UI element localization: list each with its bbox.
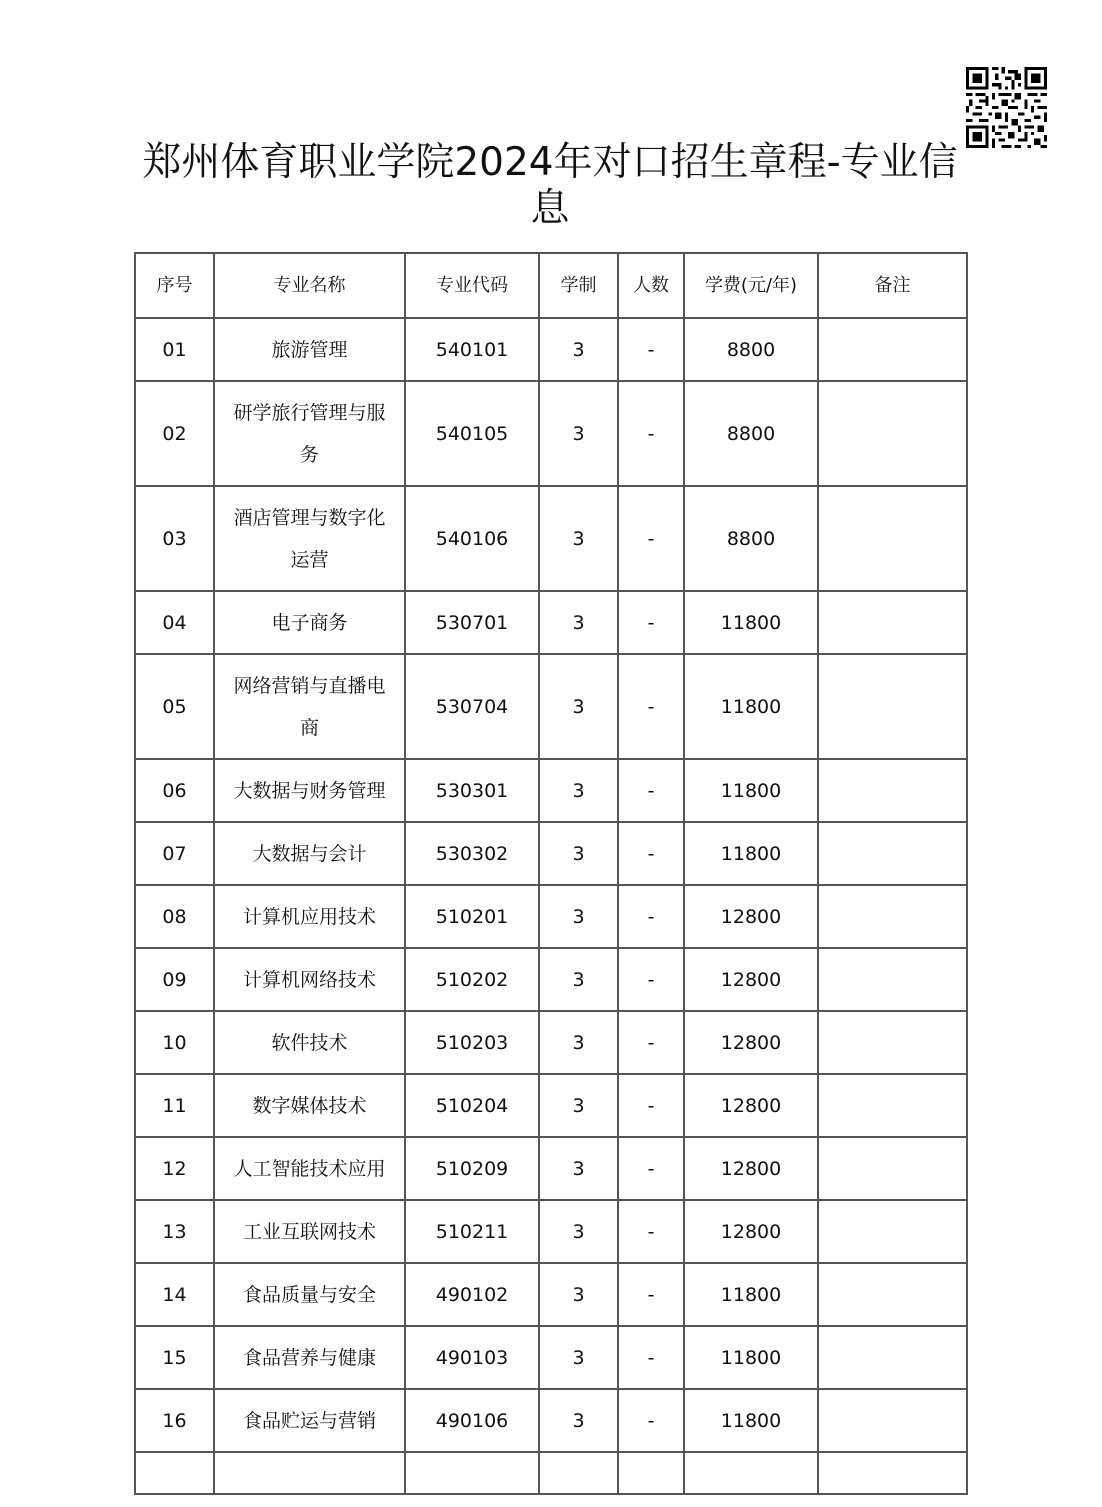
table-row — [135, 591, 967, 654]
cell-years: 3 — [539, 1137, 618, 1200]
cell-tuition: 12800 — [684, 948, 818, 1011]
cell-no: 04 — [135, 591, 214, 654]
table-row — [135, 1200, 967, 1263]
cell-tuition: 12800 — [684, 1074, 818, 1137]
cell-tuition: 8800 — [684, 381, 818, 486]
table-row — [135, 486, 967, 591]
cell-no: 13 — [135, 1200, 214, 1263]
cell-major-code: 490103 — [405, 1326, 539, 1389]
cell-count: - — [618, 1326, 684, 1389]
table-header-row — [135, 253, 967, 318]
cell-major-name: 数字媒体技术 — [214, 1074, 405, 1137]
table-row — [135, 1011, 967, 1074]
cell-tuition: 11800 — [684, 654, 818, 759]
cell-years: 3 — [539, 1263, 618, 1326]
cell-years: 3 — [539, 759, 618, 822]
table-row — [135, 885, 967, 948]
cell-years: 3 — [539, 318, 618, 381]
cell-major-code: 540105 — [405, 381, 539, 486]
cell-count: - — [618, 486, 684, 591]
cell-no: 14 — [135, 1263, 214, 1326]
cell-major-name: 旅游管理 — [214, 318, 405, 381]
cell-major-name: 食品质量与安全 — [214, 1263, 405, 1326]
cell-years: 3 — [539, 1011, 618, 1074]
cell-major-code: 510201 — [405, 885, 539, 948]
header-no: 序号 — [135, 253, 214, 318]
qr-code-image — [966, 67, 1047, 148]
cell-major-code: 530302 — [405, 822, 539, 885]
cell-major-code: 490102 — [405, 1263, 539, 1326]
page-title: 郑州体育职业学院2024年对口招生章程-专业信息 — [142, 140, 958, 231]
cell-tuition: 8800 — [684, 318, 818, 381]
cell-note — [818, 654, 967, 759]
cell-count: - — [618, 591, 684, 654]
cell-no: 10 — [135, 1011, 214, 1074]
cell-note — [818, 591, 967, 654]
cell-note — [818, 1326, 967, 1389]
cell-tuition: 12800 — [684, 1200, 818, 1263]
cell-count: - — [618, 1137, 684, 1200]
cell-note — [818, 1389, 967, 1452]
cell-count: - — [618, 1074, 684, 1137]
cell-count: - — [618, 1263, 684, 1326]
cell-major-code: 510202 — [405, 948, 539, 1011]
cell-note — [818, 1011, 967, 1074]
cell-years: 3 — [539, 381, 618, 486]
cell-count: - — [618, 318, 684, 381]
cell-major-name: 计算机网络技术 — [214, 948, 405, 1011]
cell-major-code: 490106 — [405, 1389, 539, 1452]
table-row-continued — [135, 1452, 967, 1494]
table-row — [135, 1074, 967, 1137]
table-row — [135, 759, 967, 822]
cell-count: - — [618, 381, 684, 486]
cell-years: 3 — [539, 1074, 618, 1137]
cell-tuition: 11800 — [684, 1326, 818, 1389]
cell-major-code: 530301 — [405, 759, 539, 822]
cell-no: 09 — [135, 948, 214, 1011]
cell-major-code: 510203 — [405, 1011, 539, 1074]
cell-major-code: 540106 — [405, 486, 539, 591]
cell-tuition: 11800 — [684, 591, 818, 654]
cell-major-name: 计算机应用技术 — [214, 885, 405, 948]
header-note: 备注 — [818, 253, 967, 318]
cell-count: - — [618, 654, 684, 759]
cell-count: - — [618, 822, 684, 885]
cell-major-name: 食品营养与健康 — [214, 1326, 405, 1389]
cell-years: 3 — [539, 486, 618, 591]
cell-tuition: 11800 — [684, 1389, 818, 1452]
cell-note — [818, 822, 967, 885]
cell-tuition: 11800 — [684, 1263, 818, 1326]
cell-no: 08 — [135, 885, 214, 948]
cell-note — [818, 1200, 967, 1263]
cell-no: 02 — [135, 381, 214, 486]
cell-count: - — [618, 885, 684, 948]
cell-years: 3 — [539, 1389, 618, 1452]
cell-note — [818, 885, 967, 948]
cell-no: 06 — [135, 759, 214, 822]
cell-major-name: 网络营销与直播电商 — [214, 654, 405, 759]
cell-tuition: 8800 — [684, 486, 818, 591]
cell-no: 15 — [135, 1326, 214, 1389]
cell-note — [818, 486, 967, 591]
cell-no: 03 — [135, 486, 214, 591]
cell-years: 3 — [539, 885, 618, 948]
cell-years: 3 — [539, 1200, 618, 1263]
table-row — [135, 381, 967, 486]
cell-years: 3 — [539, 822, 618, 885]
table-row — [135, 822, 967, 885]
table-row — [135, 1263, 967, 1326]
header-years: 学制 — [539, 253, 618, 318]
cell-count: - — [618, 948, 684, 1011]
cell-major-code: 510209 — [405, 1137, 539, 1200]
cell-tuition: 12800 — [684, 885, 818, 948]
header-count: 人数 — [618, 253, 684, 318]
table-row — [135, 1389, 967, 1452]
cell-no: 12 — [135, 1137, 214, 1200]
header-major-code: 专业代码 — [405, 253, 539, 318]
cell-major-code: 530701 — [405, 591, 539, 654]
cell-count: - — [618, 759, 684, 822]
cell-major-name: 大数据与财务管理 — [214, 759, 405, 822]
cell-note — [818, 1137, 967, 1200]
cell-note — [818, 1263, 967, 1326]
cell-major-name: 人工智能技术应用 — [214, 1137, 405, 1200]
majors-table — [134, 252, 968, 1495]
cell-major-name: 食品贮运与营销 — [214, 1389, 405, 1452]
cell-major-name: 电子商务 — [214, 591, 405, 654]
cell-no: 07 — [135, 822, 214, 885]
cell-major-code: 510204 — [405, 1074, 539, 1137]
cell-years: 3 — [539, 948, 618, 1011]
cell-note — [818, 381, 967, 486]
cell-tuition: 11800 — [684, 822, 818, 885]
cell-note — [818, 1074, 967, 1137]
cell-major-code: 510211 — [405, 1200, 539, 1263]
cell-count: - — [618, 1011, 684, 1074]
cell-major-name: 酒店管理与数字化运营 — [214, 486, 405, 591]
cell-tuition: 12800 — [684, 1011, 818, 1074]
cell-tuition: 12800 — [684, 1137, 818, 1200]
cell-count: - — [618, 1200, 684, 1263]
cell-years: 3 — [539, 654, 618, 759]
cell-major-name: 研学旅行管理与服务 — [214, 381, 405, 486]
table-row — [135, 1137, 967, 1200]
cell-major-name: 软件技术 — [214, 1011, 405, 1074]
cell-major-code: 530704 — [405, 654, 539, 759]
cell-count: - — [618, 1389, 684, 1452]
cell-note — [818, 948, 967, 1011]
cell-major-code: 540101 — [405, 318, 539, 381]
cell-tuition: 11800 — [684, 759, 818, 822]
header-tuition: 学费(元/年) — [684, 253, 818, 318]
table-row — [135, 948, 967, 1011]
table-row — [135, 654, 967, 759]
cell-note — [818, 318, 967, 381]
cell-major-name: 工业互联网技术 — [214, 1200, 405, 1263]
cell-no: 11 — [135, 1074, 214, 1137]
table-row — [135, 318, 967, 381]
cell-years: 3 — [539, 591, 618, 654]
header-major-name: 专业名称 — [214, 253, 405, 318]
table-row — [135, 1326, 967, 1389]
cell-years: 3 — [539, 1326, 618, 1389]
cell-no: 16 — [135, 1389, 214, 1452]
cell-no: 05 — [135, 654, 214, 759]
cell-no: 01 — [135, 318, 214, 381]
cell-major-name: 大数据与会计 — [214, 822, 405, 885]
cell-note — [818, 759, 967, 822]
